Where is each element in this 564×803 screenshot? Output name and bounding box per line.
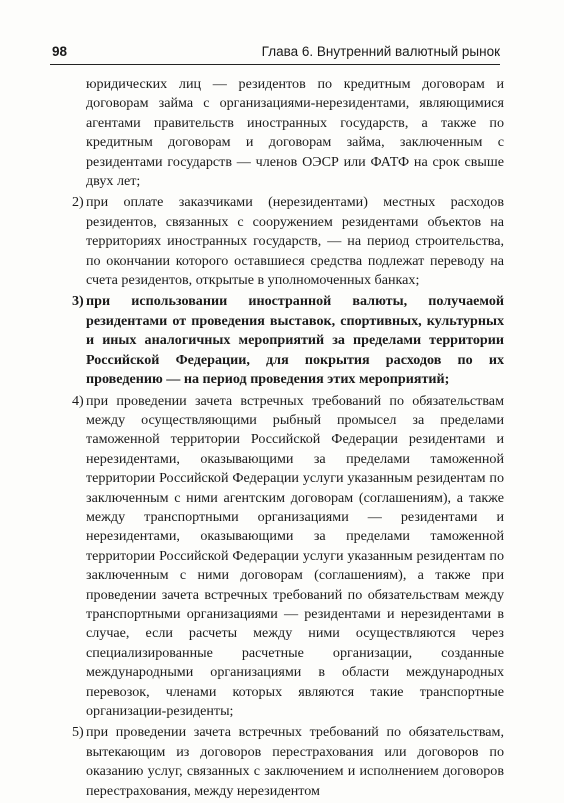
list-item-4 (52, 392, 504, 722)
list-item-text: при проведении зачета встречных требований по обязательствам между осуществляющими рыбный промысел за пределами таможенной территории Российской Федерации резидентами и нерезидентами, оказывающими за пределами таможенной территории Российской Федерации услуги указанным резидентам по заключенным с ними агентским договорам (соглашениям), а также между транспортными организациями — резидентами и нерезидентами, оказывающими за пределами таможенной территории Российской Федерации услуги указанным резидентам по заключенным с ними договорам (соглашениям), а также при проведении зачета встречных требований по обязательствам между транспортными организациями — резидентами и нерезидентами в случае, если расчеты между ними осуществляются через специализированные расчетные организации, созданные международными организациями в области международных перевозок, членами которых являются такие транспортные организации-резиденты; (86, 392, 504, 719)
running-head-chapter-title: Глава 6. Внутренний валютный рынок (261, 44, 500, 59)
continuation-paragraph: юридических лиц — резидентов по кредитным договорам и договорам займа с организациями-нерезидентами, являющимися агентами правительств иностранных государств, а также по кредитным договорам и договорам займа, заключенным с резидентами государств — членов ОЭСР или ФАТФ на срок свыше двух лет; (86, 76, 504, 190)
page-header (50, 44, 500, 62)
list-item-number: 4) (72, 392, 84, 409)
list-item-number: 2) (72, 194, 84, 211)
list-item-text: при использовании иностранной валюты, получаемой резидентами от проведения выставок, спортивных, культурных и иных аналогичных мероприятий за пределами территории Российской Федерации, для покрытия расходов по их проведению — на период проведения этих мероприятий; (86, 293, 504, 388)
list-item-number: 5) (72, 724, 84, 741)
header-rule (50, 64, 500, 65)
page-body (52, 75, 504, 803)
list-item-number: 3) (72, 293, 84, 310)
page-number: 98 (52, 44, 68, 59)
list-item-text: при проведении зачета встречных требований по обязательствам, вытекающим из договоров перестрахования или договоров по оказанию услуг, связанных с заключением и исполнением договоров перестрахования, между нерезидентом (86, 724, 504, 799)
list-item-5 (52, 723, 504, 801)
list-item-text: при оплате заказчиками (нерезидентами) местных расходов резидентов, связанных с сооружением резидентами объектов на территориях иностранных государств, — на период строительства, по окончании которого оставшиеся средства подлежат переводу на счета резидентов, открытые в уполномоченных банках; (86, 194, 504, 289)
list-item-2 (52, 193, 504, 290)
list-item-3 (52, 292, 504, 389)
